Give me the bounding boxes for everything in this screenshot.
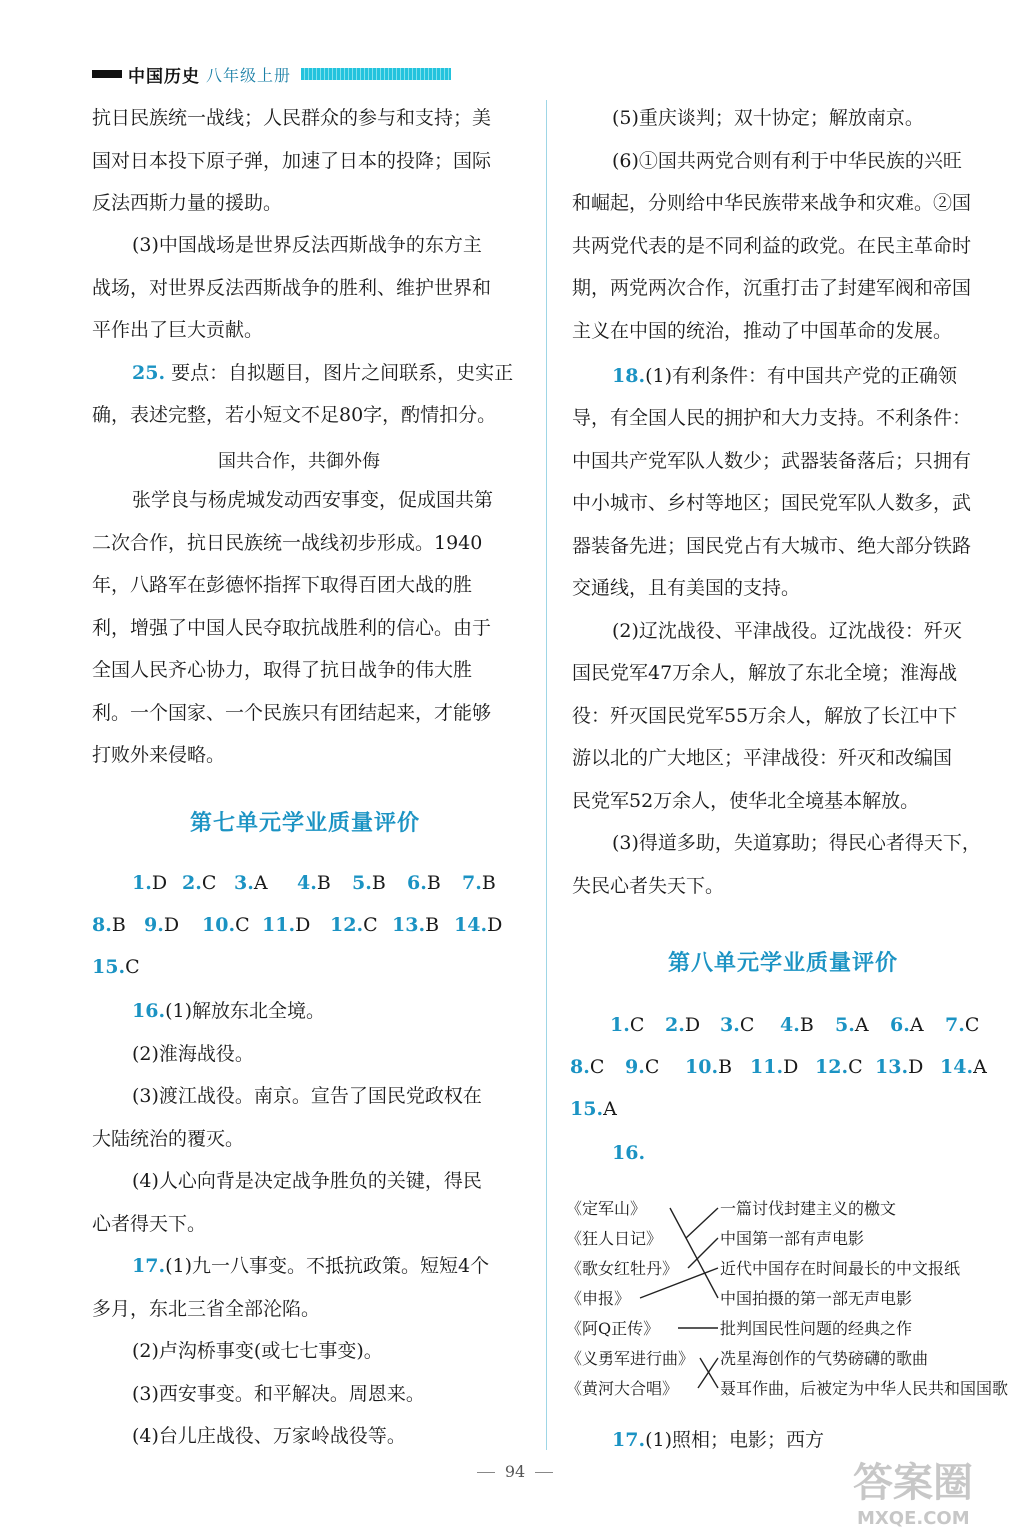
match-right-item: 近代中国存在时间最长的中文报纸: [720, 1259, 961, 1278]
answer-item: [780, 1012, 814, 1038]
answer-item: [945, 1012, 979, 1038]
answer-item: [262, 912, 310, 938]
answer-choice: D: [487, 914, 503, 936]
answer-item: [202, 912, 250, 938]
text-line: 二次合作，抗日民族统一战线初步形成。1940: [92, 532, 483, 554]
text-line: 年，八路军在彭德怀指挥下取得百团大战的胜: [92, 574, 473, 596]
answer-choice: B: [799, 1014, 814, 1036]
answer-number: 15.: [92, 956, 126, 978]
text-line: 战场，对世界反法西斯战争的胜利、维护世界和: [92, 277, 492, 299]
match-connector: [688, 1238, 718, 1268]
answer-choice: D: [908, 1056, 924, 1078]
match-right-item: 中国拍摄的第一部无声电影: [720, 1289, 913, 1308]
page-number: [440, 1462, 590, 1481]
answer-number: 10.: [685, 1056, 719, 1078]
text-line: (2)辽沈战役、平津战役。辽沈战役：歼灭: [612, 620, 962, 642]
text-line: (3)中国战场是世界反法西斯战争的东方主: [132, 234, 482, 256]
text-line: 打败外来侵略。: [92, 744, 226, 766]
answer-item: [835, 1012, 869, 1038]
answer-choice: A: [253, 872, 268, 894]
answer-item: [570, 1096, 617, 1122]
match-left-item: 《歌女红牡丹》: [566, 1259, 679, 1278]
matching-diagram: [560, 1190, 1020, 1410]
text-line: 主义在中国的统治，推动了中国革命的发展。: [572, 320, 953, 342]
text-line: 抗日民族统一战线；人民群众的参与和支持；美: [92, 107, 492, 129]
match-left-item: 《阿Q正传》: [566, 1319, 660, 1338]
answer-number: 5.: [835, 1014, 855, 1036]
answer-item: [570, 1054, 604, 1080]
answer-number: 1.: [610, 1014, 630, 1036]
answer-choice: C: [644, 1056, 660, 1078]
text-line: (6)①国共两党合则有利于中华民族的兴旺: [612, 150, 962, 172]
match-right-item: 批判国民性问题的经典之作: [720, 1319, 913, 1338]
text-span: 要点：自拟题目，图片之间联系，史实正: [171, 362, 514, 384]
essay-title: 国共合作，共御外侮: [218, 451, 380, 472]
answer-choice: B: [425, 914, 440, 936]
book-grade: 八年级上册: [206, 65, 292, 85]
question-number: 17.: [612, 1429, 646, 1451]
answer-choice: A: [909, 1014, 924, 1036]
text-line: (4)人心向背是决定战争胜负的关键，得民: [132, 1170, 482, 1192]
answer-number: 12.: [815, 1056, 849, 1078]
answer-number: 13.: [392, 914, 426, 936]
answer-item: [462, 870, 496, 896]
answer-choice: C: [629, 1014, 645, 1036]
match-connector: [670, 1208, 718, 1298]
answer-choice: C: [848, 1056, 863, 1078]
match-left-item: 《申报》: [566, 1289, 631, 1308]
answer-number: 12.: [330, 914, 364, 936]
answer-choice: B: [111, 914, 126, 936]
match-left-item: 《义勇军进行曲》: [566, 1349, 695, 1368]
answer-choice: B: [371, 872, 386, 894]
text-line: (4)台儿庄战役、万家岭战役等。: [132, 1425, 406, 1447]
answer-choice: C: [589, 1056, 605, 1078]
text-line: 利，增强了中国人民夺取抗战胜利的信心。由于: [92, 617, 492, 639]
text-line: 利。一个国家、一个民族只有团结起来，才能够: [92, 702, 492, 724]
answer-number: 14.: [454, 914, 488, 936]
answer-item: [132, 870, 167, 896]
answer-choice: C: [235, 914, 250, 936]
text-line: 交通线，且有美国的支持。: [572, 577, 801, 599]
answer-item: [392, 912, 439, 938]
answer-number: 11.: [750, 1056, 784, 1078]
answer-number: 5.: [352, 872, 372, 894]
answer-item: [665, 1012, 700, 1038]
answer-item: [890, 1012, 924, 1038]
answer-choice: B: [481, 872, 496, 894]
answer-choice: A: [854, 1014, 869, 1036]
answer-item: [92, 912, 126, 938]
answer-item: [297, 870, 331, 896]
answer-number: 6.: [407, 872, 427, 894]
q16-line: [132, 998, 325, 1024]
text-line: 役：歼灭国民党军55万余人，解放了长江中下: [572, 705, 958, 727]
text-line: (2)卢沟桥事变(或七七事变)。: [132, 1340, 383, 1362]
text-line: 张学良与杨虎城发动西安事变，促成国共第: [132, 489, 494, 511]
book-title: 中国历史: [128, 66, 200, 87]
answer-number: 7.: [945, 1014, 965, 1036]
text-line: 确，表述完整，若小短文不足80字，酌情扣分。: [92, 404, 497, 426]
answer-choice: D: [783, 1056, 799, 1078]
text-span: (1)照相；电影；西方: [645, 1429, 824, 1451]
answer-number: 6.: [890, 1014, 910, 1036]
answer-number: 2.: [665, 1014, 685, 1036]
answer-item: [144, 912, 179, 938]
answer-item: [720, 1012, 754, 1038]
text-line: 游以北的广大地区；平津战役：歼灭和改编国: [572, 747, 953, 769]
header-stripe: [301, 68, 451, 80]
answer-number: 14.: [940, 1056, 974, 1078]
unit7-title: 第七单元学业质量评价: [190, 811, 421, 836]
answer-item: [940, 1054, 987, 1080]
answer-item: [685, 1054, 732, 1080]
text-span: (1)解放东北全境。: [165, 1000, 325, 1022]
answer-item: [875, 1054, 923, 1080]
match-left-item: 《定军山》: [566, 1199, 647, 1218]
text-line: (3)渡江战役。南京。宣告了国民党政权在: [132, 1085, 482, 1107]
text-line: 民党军52万余人，使华北全境基本解放。: [572, 790, 920, 812]
page-number-text: 94: [504, 1462, 526, 1481]
question-number: 25.: [132, 362, 166, 384]
text-line: 全国人民齐心协力，取得了抗日战争的伟大胜: [92, 659, 473, 681]
dash: [477, 1472, 495, 1473]
svg-text:MXQE.COM: MXQE.COM: [857, 1508, 970, 1529]
text-line: 失民心者失天下。: [572, 875, 725, 897]
answer-choice: C: [363, 914, 378, 936]
text-line: (3)西安事变。和平解决。周恩来。: [132, 1383, 425, 1405]
watermark-logo: [845, 1450, 1015, 1530]
text-line: (2)淮海战役。: [132, 1043, 254, 1065]
unit8-title: 第八单元学业质量评价: [668, 951, 899, 976]
text-span: (1)九一八事变。不抵抗政策。短短4个: [165, 1255, 490, 1277]
answer-item: [454, 912, 502, 938]
question-number: 16.: [132, 1000, 166, 1022]
answer-item: [750, 1054, 798, 1080]
answer-choice: A: [603, 1098, 617, 1120]
answer-number: 3.: [234, 872, 254, 894]
svg-text:答案圈: 答案圈: [853, 1460, 973, 1506]
answer-number: 8.: [92, 914, 112, 936]
column-divider: [546, 100, 547, 1450]
dash: [535, 1472, 553, 1473]
question-number: 16.: [612, 1142, 646, 1164]
text-line: 心者得天下。: [92, 1213, 207, 1235]
answer-number: 4.: [780, 1014, 800, 1036]
answer-item: [92, 954, 140, 980]
text-line: 国对日本投下原子弹，加速了日本的投降；国际: [92, 150, 492, 172]
q18-line: [612, 363, 957, 389]
q17-line: [132, 1253, 489, 1279]
match-right-item: 冼星海创作的气势磅礴的歌曲: [720, 1349, 929, 1368]
answer-number: 4.: [297, 872, 317, 894]
answer-item: [330, 912, 378, 938]
answer-choice: D: [684, 1014, 701, 1036]
text-line: 期，两党两次合作，沉重打击了封建军阀和帝国: [572, 277, 972, 299]
text-line: 器装备先进；国民党占有大城市、绝大部分铁路: [572, 535, 972, 557]
answer-choice: D: [151, 872, 168, 894]
text-line: 反法西斯力量的援助。: [92, 192, 283, 214]
answer-choice: B: [426, 872, 441, 894]
question-number: 17.: [132, 1255, 166, 1277]
answer-choice: A: [973, 1056, 987, 1078]
text-line: (5)重庆谈判；双十协定；解放南京。: [612, 107, 924, 129]
answer-number: 8.: [570, 1056, 590, 1078]
text-line: (3)得道多助，失道寡助；得民心者得天下，: [612, 832, 981, 854]
text-line: 多月，东北三省全部沦陷。: [92, 1298, 321, 1320]
answer-number: 10.: [202, 914, 236, 936]
match-right-item: 一篇讨伐封建主义的檄文: [720, 1199, 897, 1218]
answer-choice: C: [739, 1014, 755, 1036]
answer-number: 11.: [262, 914, 296, 936]
text-line: 共两党代表的是不同利益的政党。在民主革命时: [572, 235, 972, 257]
answer-number: 2.: [182, 872, 202, 894]
text-line: 中国共产党军队人数少；武器装备落后；只拥有: [572, 450, 972, 472]
answer-item: [815, 1054, 863, 1080]
question-number: 18.: [612, 365, 646, 387]
q17-line: [612, 1427, 824, 1453]
answer-number: 9.: [625, 1056, 645, 1078]
match-right-item: 聂耳作曲，后被定为中华人民共和国国歌: [720, 1379, 1009, 1398]
text-line: 平作出了巨大贡献。: [92, 319, 264, 341]
match-connector: [686, 1208, 718, 1238]
answer-choice: B: [316, 872, 331, 894]
text-span: (1)有利条件：有中国共产党的正确领: [645, 365, 957, 387]
q25-line: [132, 360, 513, 386]
answer-item: [234, 870, 268, 896]
answer-number: 3.: [720, 1014, 740, 1036]
answer-item: [625, 1054, 659, 1080]
answer-item: [352, 870, 386, 896]
answer-choice: B: [718, 1056, 733, 1078]
answer-item: [182, 870, 216, 896]
text-line: 中小城市、乡村等地区；国民党军队人数多，武: [572, 492, 972, 514]
answer-number: 15.: [570, 1098, 604, 1120]
answer-number: 13.: [875, 1056, 909, 1078]
answer-item: [407, 870, 441, 896]
text-line: 和崛起，分则给中华民族带来战争和灾难。②国: [572, 192, 972, 214]
match-left-item: 《黄河大合唱》: [566, 1379, 679, 1398]
answer-choice: C: [125, 956, 140, 978]
answer-choice: D: [163, 914, 180, 936]
header-black-bar: [92, 70, 122, 78]
text-line: 国民党军47万余人，解放了东北全境；淮海战: [572, 662, 958, 684]
answer-item: [610, 1012, 644, 1038]
text-line: 导，有全国人民的拥护和大力支持。不利条件：: [572, 407, 972, 429]
answer-number: 9.: [144, 914, 164, 936]
answer-choice: C: [201, 872, 217, 894]
answer-number: 1.: [132, 872, 152, 894]
running-header: [92, 64, 451, 87]
answer-number: 7.: [462, 872, 482, 894]
answer-choice: D: [295, 914, 311, 936]
match-right-item: 中国第一部有声电影: [720, 1229, 865, 1248]
answer-choice: C: [964, 1014, 980, 1036]
q16-line: [612, 1140, 645, 1166]
text-line: 大陆统治的覆灭。: [92, 1128, 245, 1150]
match-left-item: 《狂人日记》: [566, 1229, 663, 1248]
